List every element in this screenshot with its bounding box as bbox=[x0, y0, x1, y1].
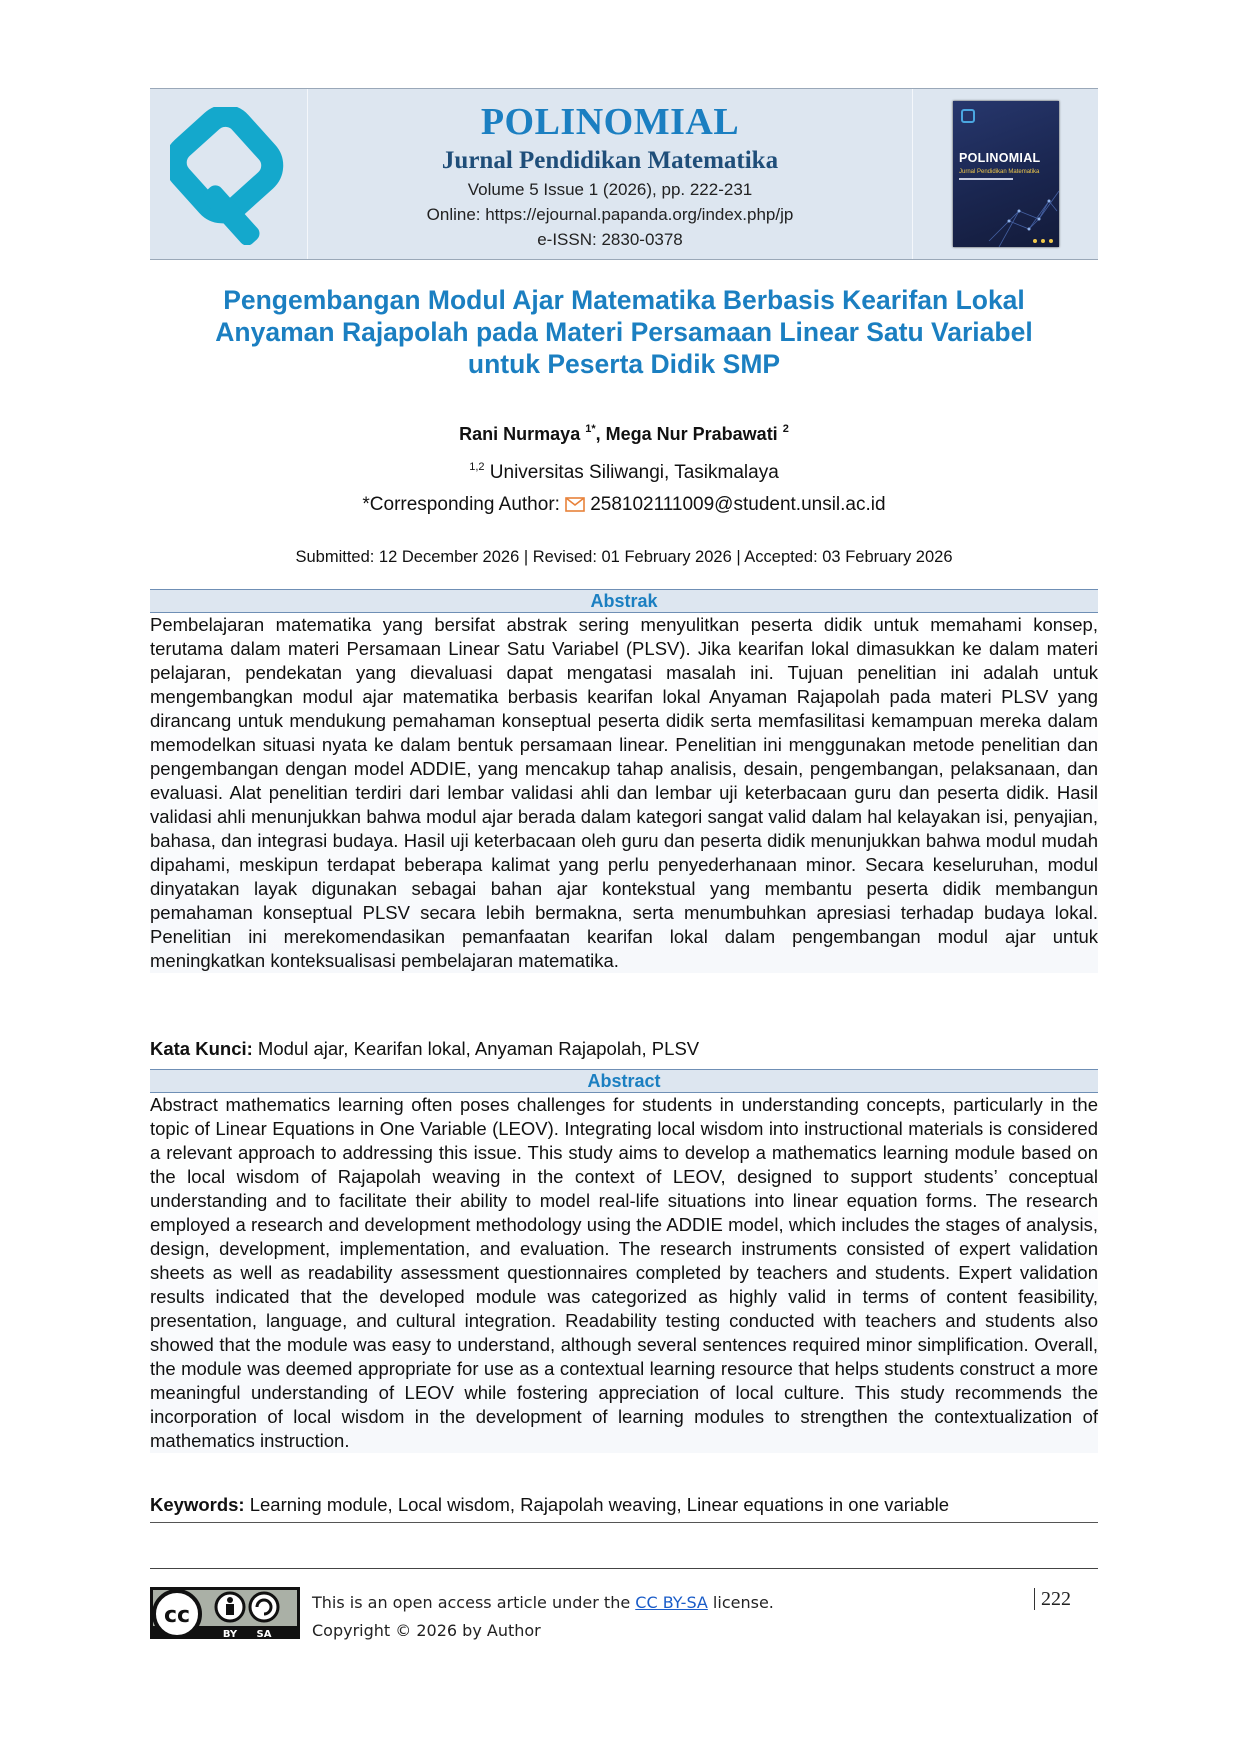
page-number: 222 bbox=[1034, 1588, 1071, 1610]
title-line: untuk Peserta Didik SMP bbox=[467, 349, 781, 379]
cc-by-sa-badge-icon[interactable] bbox=[150, 1587, 300, 1639]
license-line bbox=[312, 1589, 774, 1617]
cc-sa-label: SA bbox=[256, 1629, 272, 1639]
footer-divider bbox=[150, 1568, 1098, 1569]
volume-line: Volume 5 Issue 1 (2026), pp. 222-231 bbox=[467, 180, 753, 199]
keywords-text: Learning module, Local wisdom, Rajapolah weaving, Linear equations in one variable bbox=[244, 1494, 950, 1515]
cover-logo-icon bbox=[961, 109, 975, 123]
affiliation-text: Universitas Siliwangi, Tasikmalaya bbox=[484, 462, 779, 483]
keywords-label: Kata Kunci: bbox=[150, 1038, 253, 1059]
author-affil-mark: 1* bbox=[585, 423, 596, 435]
journal-name: POLINOMIAL bbox=[480, 101, 740, 143]
license-notice bbox=[312, 1589, 774, 1645]
header-divider bbox=[912, 89, 913, 259]
kata-kunci bbox=[150, 1037, 1098, 1061]
author-name: Mega Nur Prabawati bbox=[605, 424, 778, 444]
keywords bbox=[150, 1493, 1098, 1517]
svg-text:cc: cc bbox=[163, 1603, 191, 1628]
affiliation bbox=[150, 462, 1098, 484]
title-line: Anyaman Rajapolah pada Materi Persamaan Linear Satu Variabel bbox=[215, 317, 1033, 347]
section-divider bbox=[150, 1522, 1098, 1523]
keywords-text: Modul ajar, Kearifan lokal, Anyaman Rajapolah, PLSV bbox=[252, 1038, 700, 1059]
keywords-label: Keywords: bbox=[150, 1494, 245, 1515]
author-name: Rani Nurmaya bbox=[459, 424, 581, 444]
corresponding-email[interactable]: 258102111009@student.unsil.ac.id bbox=[590, 494, 886, 515]
corresponding-author bbox=[150, 494, 1098, 516]
author-list bbox=[150, 424, 1098, 445]
author-affil-mark: 2 bbox=[782, 423, 789, 435]
abstrak-heading: Abstrak bbox=[150, 589, 1098, 613]
cover-rule bbox=[959, 178, 1013, 180]
author-separator: , bbox=[595, 424, 606, 444]
cover-title: POLINOMIAL bbox=[959, 151, 1041, 165]
affil-mark: 1,2 bbox=[469, 461, 485, 473]
abstract-body: Abstract mathematics learning often poses challenges for students in understanding concepts, particularly in the topic of Linear Equations in One Variable (LEOV). Integrating local wisdom into instructional materials is considered a relevant approach to addressing this issue. This study aims to develop a mathematics learning module based on the local wisdom of Rajapolah weaving in the context of LEOV, designed to support students’ conceptual understanding and to facilitate their ability to model real-life situations into linear equation forms. The research employed a research and development methodology using the ADDIE model, which includes the stages of analysis, design, development, implementation, and evaluation. The research instruments consisted of expert validation sheets as well as readability assessment questionnaires completed by teachers and students. Expert validation results indicated that the developed module was categorized as highly valid in terms of content feasibility, presentation, language, and cultural integration. Readability testing conducted with teachers and students also showed that the module was easy to understand, although several sentences required minor simplification. Overall, the module was deemed appropriate for use as a contextual learning resource that helps students construct a more meaningful understanding of LEOV while fostering appreciation of local culture. This study recommends the incorporation of local wisdom in the development of learning modules to strengthen the contextualization of mathematics instruction. bbox=[150, 1094, 1098, 1451]
issn-line: e-ISSN: 2830-0378 bbox=[537, 230, 683, 249]
envelope-icon bbox=[565, 497, 585, 512]
license-link[interactable]: CC BY-SA bbox=[635, 1593, 708, 1612]
cover-network-graphic-icon bbox=[979, 181, 1059, 247]
journal-cover-thumbnail bbox=[953, 101, 1059, 247]
license-suffix: license. bbox=[707, 1593, 774, 1612]
journal-header bbox=[150, 88, 1098, 260]
journal-subtitle: Jurnal Pendidikan Matematika bbox=[441, 147, 779, 174]
cc-by-label: BY bbox=[222, 1629, 238, 1639]
article-title bbox=[150, 284, 1098, 380]
journal-info bbox=[308, 89, 912, 259]
abstract-heading: Abstract bbox=[150, 1069, 1098, 1093]
abstrak-body: Pembelajaran matematika yang bersifat abstrak sering menyulitkan peserta didik untuk memahami konsep, terutama dalam materi Persamaan Linear Satu Variabel (PLSV). Jika kearifan lokal dimasukkan ke dalam materi pelajaran, pendekatan yang dievaluasi dapat mengatasi masalah ini. Tujuan penelitian ini adalah untuk mengembangkan modul ajar matematika berbasis kearifan lokal Anyaman Rajapolah pada materi PLSV yang dirancang untuk mendukung pemahaman konseptual peserta didik serta memfasilitasi kemampuan mereka dalam memodelkan situasi nyata ke dalam bentuk persamaan linear. Penelitian ini menggunakan metode penelitian dan pengembangan dengan model ADDIE, yang mencakup tahap analisis, desain, pengembangan, pelaksanaan, dan evaluasi. Alat penelitian terdiri dari lembar validasi ahli dan lembar uji keterbacaan guru dan peserta didik. Hasil validasi ahli menunjukkan bahwa modul ajar berada dalam kategori sangat valid dalam hal kelayakan isi, penyajian, bahasa, dan integrasi budaya. Hasil uji keterbacaan oleh guru dan peserta didik menunjukkan bahwa modul mudah dipahami, meskipun terdapat beberapa kalimat yang perlu penyederhanaan minor. Secara keseluruhan, modul dinyatakan layak digunakan sebagai bahan ajar kontekstual yang membantu peserta didik membangun pemahaman konseptual PLSV secara lebih bermakna, serta menumbuhkan apresiasi terhadap budaya lokal. Penelitian ini merekomendasikan pemanfaatan kearifan lokal dalam pengembangan modul ajar untuk meningkatkan konteksualisasi pembelajaran matematika. bbox=[150, 614, 1098, 971]
license-prefix: This is an open access article under the bbox=[312, 1593, 636, 1612]
journal-logo-icon bbox=[170, 107, 294, 245]
corresponding-label: *Corresponding Author: bbox=[362, 494, 566, 515]
online-url[interactable]: Online: https://ejournal.papanda.org/index.php/jp bbox=[426, 205, 794, 224]
copyright-line: Copyright © 2026 by Author bbox=[312, 1621, 541, 1640]
submission-dates: Submitted: 12 December 2026 | Revised: 01 February 2026 | Accepted: 03 February 2026 bbox=[295, 548, 953, 566]
cover-subtitle: Jurnal Pendidikan Matematika bbox=[959, 169, 1040, 175]
title-line: Pengembangan Modul Ajar Matematika Berbasis Kearifan Lokal bbox=[223, 285, 1025, 315]
